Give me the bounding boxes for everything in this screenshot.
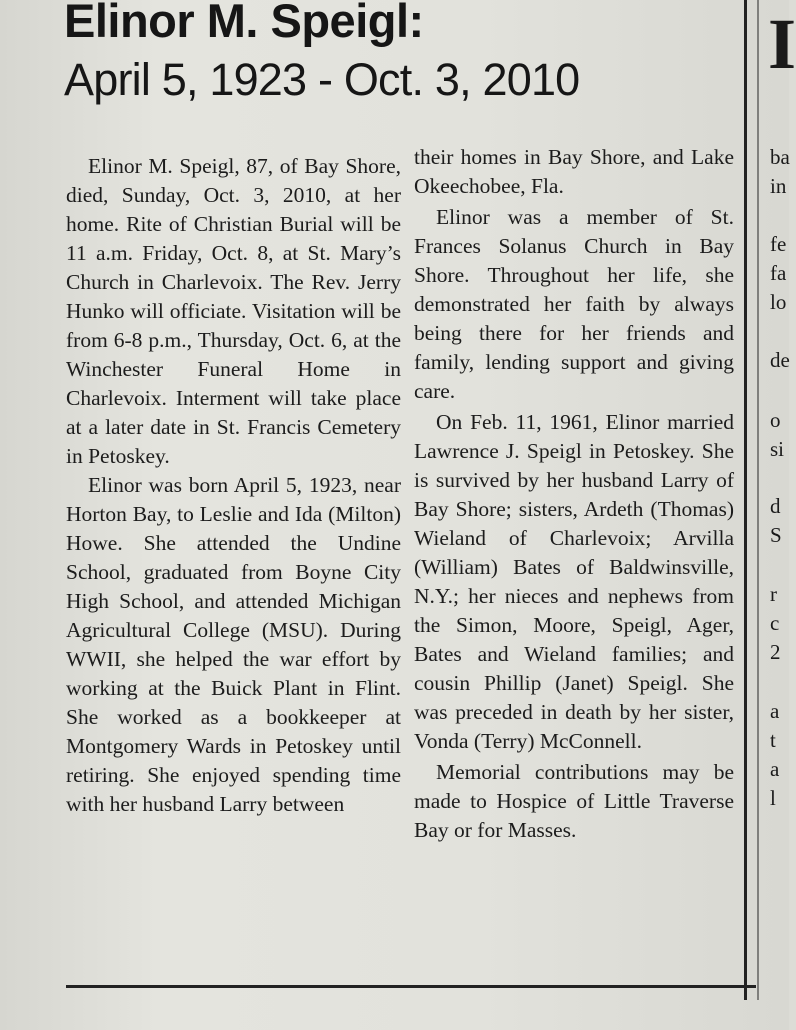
paragraph: Elinor M. Speigl, 87, of Bay Shore, died, Sunday, Oct. 3, 2010, at her home. Rite of Christian Burial will be 11 a.m. Friday, Oct. 8, at St. Mary’s Church in Charlevoix. The Rev. Jerry Hunko will officiate. Visitation will be from 6-8 p.m., Thursday, Oct. 6, at the Winchester Funeral Home in Charlevoix. Interment will take place at a later date in St. Francis Cemetery in Petoskey. [66,154,401,468]
fragment-line: in [770,174,787,198]
paragraph: Memorial contributions may be made to Hospice of Little Traverse Bay or for Masses. [414,760,734,842]
fragment-line: a [770,757,780,781]
paragraph: On Feb. 11, 1961, Elinor married Lawrence J. Speigl in Petoskey. She is survived by her husband Larry of Bay Shore; sisters, Ardeth (Thomas) Wieland of Charlevoix; Arvilla (William) Bates of Baldwinsville, N.Y.; her nieces and nephews from the Simon, Moore, Speigl, Ager, Bates and Wieland families; and cousin Phillip (Janet) Speigl. She was preceded in death by her sister, Vonda (Terry) McConnell. [414,410,734,753]
fragment-line: a [770,699,780,723]
obituary-headline [64,0,734,106]
fragment-line: t [770,728,776,752]
fragment-line: c [770,611,780,635]
fragment-line: ba [770,145,790,169]
fragment-line: si [770,437,785,461]
paragraph: Elinor was a member of St. Frances Solanus Church in Bay Shore. Throughout her life, she demonstrated her faith by always being there for her friends and family, lending support and giving care. [414,205,734,403]
column-rule [744,0,747,1000]
adjacent-article-fragment [764,0,796,1030]
fragment-line: 2 [770,640,781,664]
adjacent-headline-letter: I [768,4,796,84]
headline-name: Elinor M. Speigl: [64,0,424,47]
fragment-line: l [770,786,776,810]
paragraph: Elinor was born April 5, 1923, near Horton Bay, to Leslie and Ida (Milton) Howe. She attended the Undine School, graduated from Boyne City High School, and attended Michigan Agricultural College (MSU). During WWII, she helped the war effort by working at the Buick Plant in Flint. She worked as a bookkeeper at Montgomery Wards in Petoskey until retiring. She enjoyed spending time with her husband Larry between [66,473,401,816]
fragment-line: de [770,348,790,372]
fragment-line: o [770,408,781,432]
right-column [414,143,734,845]
left-column [66,152,401,819]
fragment-line: S [770,523,782,547]
fragment-line: fe [770,232,787,256]
paragraph: their homes in Bay Shore, and Lake Okeechobee, Fla. [414,145,734,198]
fragment-line: lo [770,290,787,314]
fragment-line: fa [770,261,787,285]
bottom-rule [66,985,756,988]
column-rule-secondary [757,0,759,1000]
fragment-line: d [770,494,781,518]
fragment-line: r [770,582,777,606]
headline-dates: April 5, 1923 - Oct. 3, 2010 [64,54,580,105]
